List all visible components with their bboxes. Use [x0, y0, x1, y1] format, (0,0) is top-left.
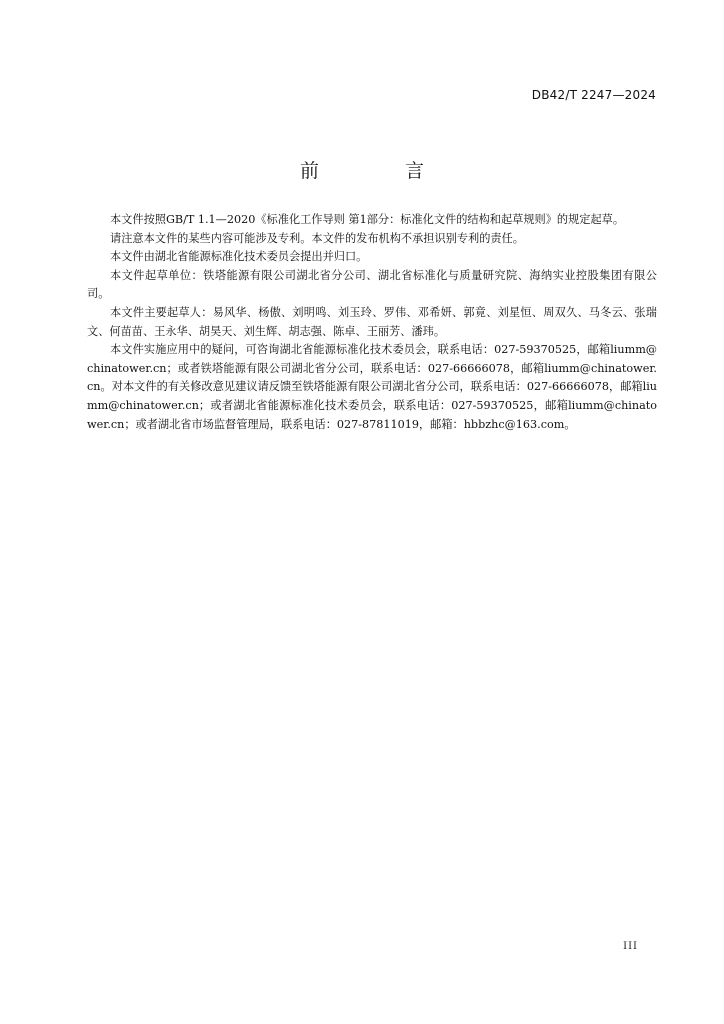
paragraph-contact: 本文件实施应用中的疑问，可咨询湖北省能源标准化技术委员会，联系电话：027-59370525，邮箱liumm@chinatower.cn；或者铁塔能源有限公司湖北省分公司，联系电话：027-66666078，邮箱liumm@chinatower.cn。对本文件的有关修改意见建议请反馈至铁塔能源有限公司湖北省分公司，联系电话：027-66666078，邮箱liumm@chinatower.cn；或者湖北省能源标准化技术委员会，联系电话：027-59370525，邮箱liumm@chinatower.cn；或者湖北省市场监督管理局，联系电话：027-87811019，邮箱：hbbzhc@163.com。 — [87, 343, 657, 431]
paragraph-proposer: 本文件由湖北省能源标准化技术委员会提出并归口。 — [110, 250, 368, 264]
document-code: DB42/T 2247—2024 — [531, 88, 656, 102]
paragraph-drafters: 本文件主要起草人：易风华、杨傲、刘明鸣、刘玉玲、罗伟、邓希妍、郭竟、刘星恒、周双久、马冬云、张瑞文、何苗苗、王永华、胡昊天、刘生辉、胡志强、陈卓、王丽芳、潘玮。 — [87, 305, 657, 338]
page-number: III — [623, 941, 638, 952]
foreword-body — [87, 211, 657, 434]
paragraph-drafting-rules: 本文件按照GB/T 1.1—2020《标准化工作导则 第1部分：标准化文件的结构和起草规则》的规定起草。 — [110, 213, 625, 226]
paragraph-drafting-units: 本文件起草单位：铁塔能源有限公司湖北省分公司、湖北省标准化与质量研究院、海纳实业控股集团有限公司。 — [87, 268, 657, 301]
paragraph-patent-notice: 请注意本文件的某些内容可能涉及专利。本文件的发布机构不承担识别专利的责任。 — [110, 231, 524, 245]
page-title: 前 言 — [299, 160, 465, 182]
